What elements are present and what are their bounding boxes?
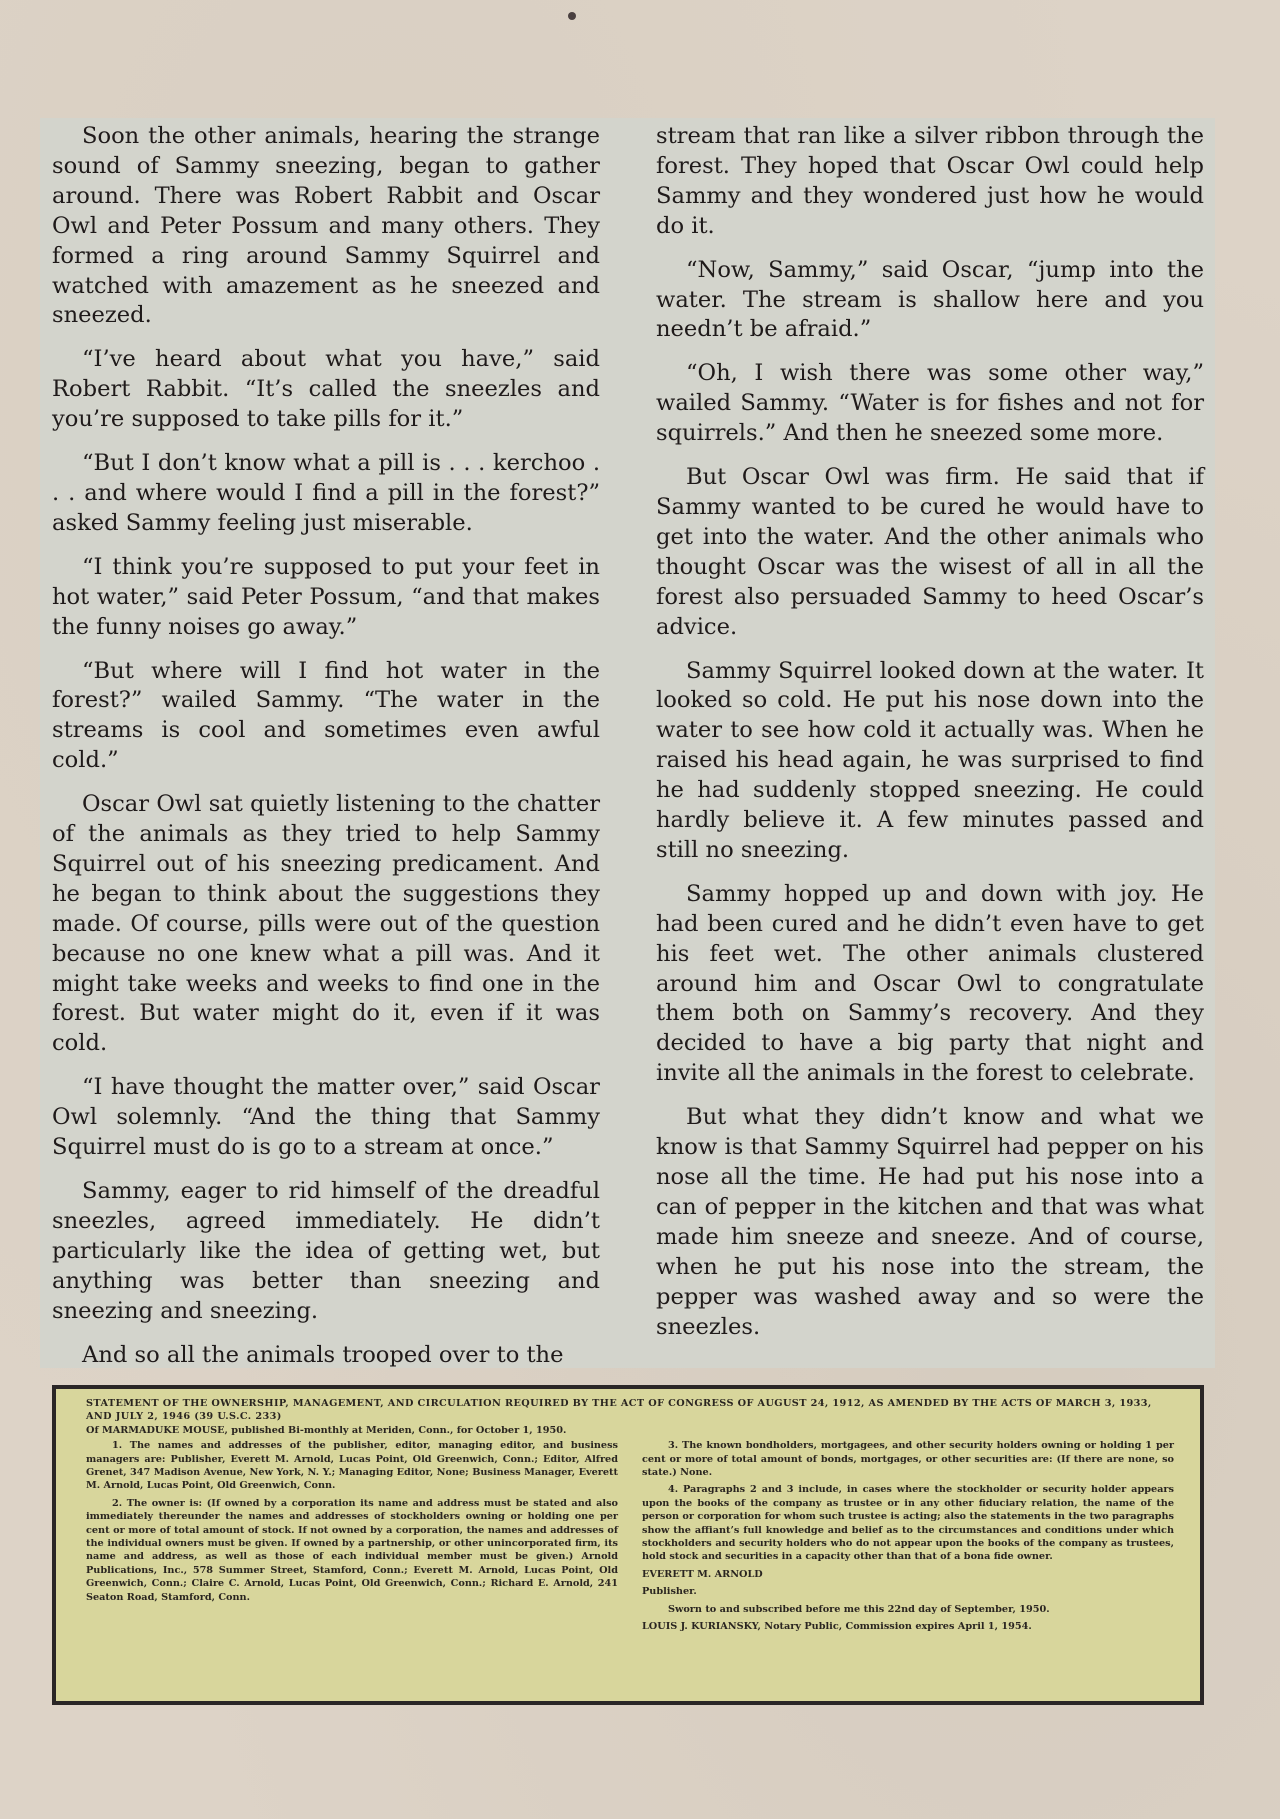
story-paragraph: But Oscar Owl was firm. He said that if Sammy wanted to be cured he would have to get into the water. And the other animals who thought Oscar was the wisest of all in all the forest also persuaded Sammy to heed Oscar’s advice. [656,464,1204,640]
story-paragraph-continued: stream that ran like a silver ribbon through the forest. They hoped that Oscar Owl could help Sammy and they wondered just how he would do it. [656,123,1204,239]
statement-item-1: 1. The names and addresses of the publisher, editor, managing editor, and business managers are: Publisher, Everett M. Arnold, Lucas Point, Old Greenwich, Conn.; Editor, Alfred Grenet, 347 Madison Avenue, New York, N. Y.; Managing Editor, None; Business Manager, Everett M. Arnold, Lucas Point, Old Greenwich, Conn. [86,1440,618,1492]
story-left-column [52,122,600,1384]
story-paragraph: “Now, Sammy,” said Oscar, “jump into the water. The stream is shallow here and you needn’t be afraid.” [656,256,1204,343]
story-paragraph: Sammy hopped up and down with joy. He had been cured and he didn’t even have to get his feet wet. The other animals clustered around him and Oscar Owl to congratulate them both on Sammy’s recovery. And they decided to have a big party that night and invite all the animals in the forest to celebrate. [656,880,1204,1087]
story-right-column [656,122,1204,1356]
story-paragraph: “But I don’t know what a pill is . . . kerchoo . . . and where would I find a pill in the forest?” asked Sammy feeling just miserable. [52,450,600,536]
story-paragraph: “But where will I find hot water in the forest?” wailed Sammy. “The water in the streams is cool and sometimes even awful cold.” [52,657,600,774]
notary-line: LOUIS J. KURIANSKY, Notary Public, Commission expires April 1, 1954. [642,1621,1032,1633]
statement-item-3: 3. The known bondholders, mortgagees, and other security holders owning or holding 1 per cent or more of total amount of bonds, mortgages, or other securities are: (If there are none, so state.) None. [642,1440,1174,1479]
story-paragraph: And so all the animals trooped over to the [82,1341,564,1368]
statement-left-column [86,1439,618,1637]
statement-item-4: 4. Paragraphs 2 and 3 include, in cases where the stockholder or security holder appears upon the books of the company as trustee or in any other fiduciary relation, the name of the person or corporation for whom such trustee is acting; also the statements in the two paragraphs show the affiant’s full knowledge and belief as to the circumstances and conditions under which stockholders and security holders who do not appear upon the books of the company as trustees, hold stock and securities in a capacity other than that of a bona fide owner. [642,1484,1174,1563]
story-paragraph: But what they didn’t know and what we know is that Sammy Squirrel had pepper on his nose all the time. He had put his nose into a can of pepper in the kitchen and that was what made him sneeze and sneeze. And of course, when he put his nose into the stream, the pepper was washed away and so were the sneezles. [656,1104,1204,1340]
story-paragraph: Sammy Squirrel looked down at the water. It looked so cold. He put his nose down into the water to see how cold it actually was. When he raised his head again, he was surprised to find he had suddenly stopped sneezing. He could hardly believe it. A few minutes passed and still no sneezing. [656,657,1204,863]
statement-item-2: 2. The owner is: (If owned by a corporation its name and address must be stated and also immediately thereunder the names and addresses of stockholders owning or holding one per cent or more of total amount of stock. If not owned by a corporation, the names and addresses of the individual owners must be given. If owned by a partnership, or other unincorporated firm, its name and address, as well as those of each individual member must be given.) Arnold Publications, Inc., 578 Summer Street, Stamford, Conn.; Everett M. Arnold, Lucas Point, Old Greenwich, Conn.; Claire C. Arnold, Lucas Point, Old Greenwich, Conn.; Richard E. Arnold, 241 Seaton Road, Stamford, Conn. [86,1497,618,1603]
statement-columns [86,1439,1174,1637]
story-paragraph: “I’ve heard about what you have,” said Robert Rabbit. “It’s called the sneezles and you’re supposed to take pills for it.” [52,346,600,433]
sworn-statement: Sworn to and subscribed before me this 22nd day of September, 1950. [668,1603,1050,1615]
print-speck [568,12,576,20]
statement-heading: STATEMENT OF THE OWNERSHIP, MANAGEMENT, AND CIRCULATION REQUIRED BY THE ACT OF CONGRESS OF AUGUST 24, 1912, AS AMENDED BY THE ACTS OF MARCH 3, 1933, AND JULY 2, 1946 (39 U.S.C. 233) [86,1398,1152,1423]
signer-name: EVERETT M. ARNOLD [642,1568,763,1580]
story-paragraph: “I think you’re supposed to put your feet in hot water,” said Peter Possum, “and that makes the funny noises go away.” [52,553,600,640]
ownership-statement-box [52,1385,1204,1705]
story-paragraph: Oscar Owl sat quietly listening to the chatter of the animals as they tried to help Sammy Squirrel out of his sneezing predicament. And he began to think about the suggestions they made. Of course, pills were out of the question because no one knew what a pill was. And it might take weeks and weeks to find one in the forest. But water might do it, even if it was cold. [52,791,600,1057]
story-paragraph: “I have thought the matter over,” said Oscar Owl solemnly. “And the thing that Sammy Squirrel must do is go to a stream at once.” [52,1074,600,1161]
story-paragraph: Sammy, eager to rid himself of the dreadful sneezles, agreed immediately. He didn’t particularly like the idea of getting wet, but anything was better than sneezing and sneezing and sneezing. [52,1178,600,1324]
signer-title: Publisher. [642,1586,697,1598]
story-paragraph: “Oh, I wish there was some other way,” wailed Sammy. “Water is for fishes and not for squirrels.” And then he sneezed some more. [656,360,1204,447]
statement-right-column [642,1439,1174,1637]
story-paragraph: Soon the other animals, hearing the strange sound of Sammy sneezing, began to gather around. There was Robert Rabbit and Oscar Owl and Peter Possum and many others. They formed a ring around Sammy Squirrel and watched with amazement as he sneezed and sneezed. [52,123,600,329]
statement-subheading: Of MARMADUKE MOUSE, published Bi-monthly at Meriden, Conn., for October 1, 1950. [86,1424,567,1436]
